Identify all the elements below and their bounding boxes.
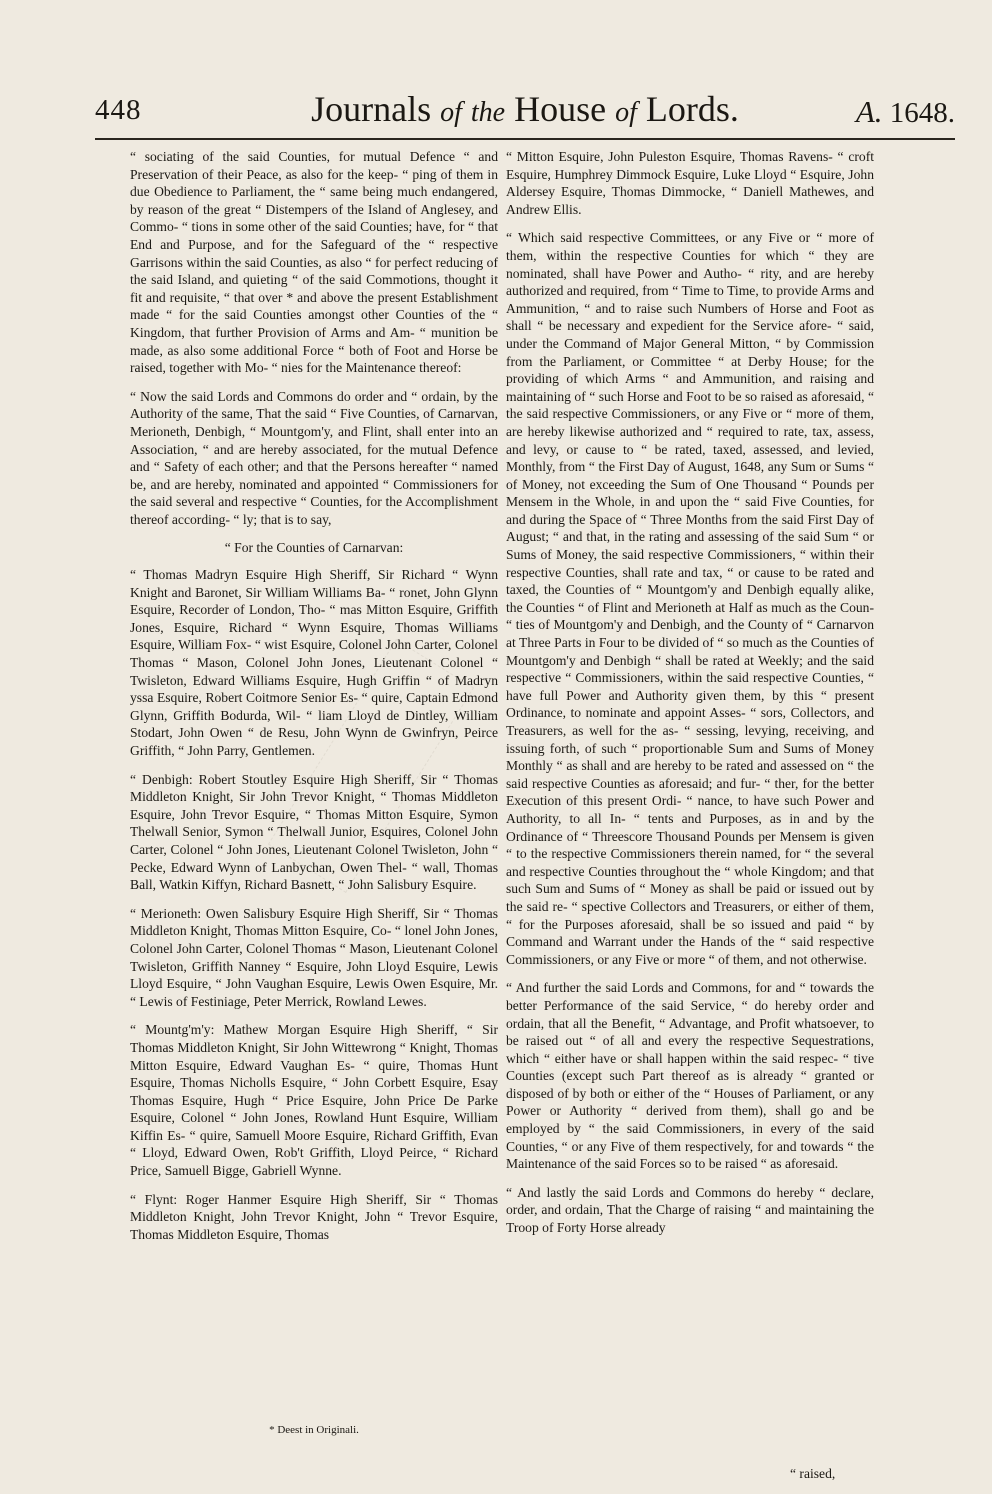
journal-title [295, 88, 755, 130]
paragraph: “ Merioneth: Owen Salisbury Esquire High Sheriff, Sir “ Thomas Middleton Knight, Thomas Mitton Esquire, Co- “ lonel John Jones, Colonel John Carter, Colonel Thomas “ Mason, Lieutenant Colonel Twisleton, Griffith Nanney “ Esquire, John Lloyd Esquire, Lewis Lloyd Esquire, “ John Vaughan Esquire, Lewis Owen Esquire, Mr. “ Lewis of Festiniage, Peter Merrick, Rowland Lewes. [130, 905, 498, 1009]
header-rule [95, 138, 955, 140]
title-word-of-2: of [615, 97, 637, 128]
year-label [856, 94, 955, 130]
section-heading: “ For the Counties of Carnarvan: [224, 540, 404, 556]
paragraph: “ And further the said Lords and Commons, for and “ towards the better Performance of the said Service, “ do hereby order and ordain, that all the Benefit, “ Advantage, and Profit whatsoever, to be raised out “ of all and every the respective Sequestrations, which “ either have or shall happen within the said respec- “ tive Counties (except such Part thereof as is already “ granted or disposed of by both or either of the “ Houses of Parliament, or any Power or Authority “ derived from them), shall go and be employed by “ the said Commissioners, in every of the said Counties, “ or any Five of them respectively, for and towards “ the Maintenance of the said Forces so to be raised “ as aforesaid. [506, 980, 874, 1172]
right-column [506, 148, 874, 1237]
title-word-the: the [470, 97, 506, 128]
year-value: 1648. [889, 97, 955, 129]
left-column [130, 148, 498, 1243]
catchword: “ raised, [790, 1466, 836, 1481]
paragraph: “ Thomas Madryn Esquire High Sheriff, Sir Richard “ Wynn Knight and Baronet, Sir William Williams Ba- “ ronet, John Glynn Esquire, Recorder of London, Tho- “ mas Mitton Esquire, Griffith Jones, Esquire, Richard “ Wynn Esquire, Thomas Williams Esquire, William Fox- “ wist Esquire, Colonel John Carter, Colonel Thomas “ Mason, Colonel John Jones, Lieutenant Colonel “ Twisleton, Edward Williams Esquire, Hugh Griffin “ of Madryn yssa Esquire, Robert Coitmore Senior Es- “ quire, Captain Edmond Glynn, Griffith Bodurda, Wil- “ liam Lloyd de Dintley, William Stodart, John Owen “ de Resu, John Wynn de Gwinfryn, Peirce Griffith, “ John Parry, Gentlemen. [130, 567, 498, 758]
paragraph: “ Mountg'm'y: Mathew Morgan Esquire High Sheriff, “ Sir Thomas Middleton Knight, Sir John Wittewrong “ Knight, Thomas Mitton Esquire, Edward Vaughan Es- “ quire, Thomas Hunt Esquire, Thomas Nicholls Esquire, “ John Corbett Esquire, Esay Thomas Esquire, Hugh “ Price Esquire, John Price De Parke Esquire, Colonel “ John Jones, Rowland Hunt Esquire, William Kiffin Es- “ quire, Samuell Moore Esquire, Richard Griffith, Evan “ Lloyd, Edward Owen, Rob't Griffith, Lloyd Peirce, “ Richard Price, Samuell Bigge, Gabriell Wynne. [130, 1022, 498, 1179]
title-word-of-1: of [440, 97, 462, 128]
footnote: * Deest in Originali. [269, 1424, 359, 1436]
paragraph: “ Which said respective Committees, or any Five or “ more of them, within the respective Counties for which “ they are nominated, shall have Power and Autho- “ rity, and are hereby authorized and required, from “ Time to Time, to provide Arms and Ammunition, “ and to raise such Numbers of Horse and Foot as shall “ be necessary and expedient for the Service afore- “ said, under the Command of Major General Mitton, “ by Commission from the Parliament, or Committee “ at Derby House; for the providing of which Arms “ and Ammunition, and raising and maintaining of “ such Horse and Foot to be so raised as aforesaid, “ the said respective Commissioners, or any Five or “ more of them, are hereby likewise authorized and “ required to rate, tax, assess, and levy, or cause to “ be rated, taxed, assessed, and levied, Monthly, from “ the First Day of August, 1648, any Sum or Sums “ of Money, not exceeding the Sum of One Thousand “ Pounds per Mensem in the Whole, in and upon the “ said Five Counties, for and during the Space of “ Three Months from the said First Day of August; “ and that, in the rating and assessing of the said Sum “ or Sums of Money, the said respective Commissioners, “ within their respective Counties, shall rate and tax, “ or cause to be rated and taxed, the Counties of “ Mountgom'y and Denbigh equally alike, the Counties “ of Flint and Merioneth at Half as much as the Coun- “ ties of Mountgom'y and Denbigh, and the County of “ Carnarvon at Three Parts in Four to be divided of “ so much as the Counties of Mountgom'y and Denbigh “ shall be rated at Weekly; and the said respective “ Commissioners, within the said respective Counties, “ have full Power and Authority given them, by this “ present Ordinance, to nominate and appoint Asses- “ sors, Collectors, and Treasurers, as well for the as- “ sessing, levying, receiving, and issuing forth, of such “ proportionable Sum and Sums of Money Monthly “ as shall and are hereby to be rated and assessed on “ the said respective Counties as aforesaid; and fur- “ ther, for the better Execution of this present Ordi- “ nance, to have such Power and Authority, to all In- “ tents and Purposes, as in and by the Ordinance of “ Threescore Thousand Pounds per Mensem is given “ to the respective Commissioners therein named, for “ the several and respective Counties throughout the “ whole Kingdom; and that such Sum and Sums of “ Money as shall be paid or issued out by the said re- “ spective Collectors and Treasurers, or either of them, “ for the Purposes aforesaid, shall be so issued and paid “ by Command and Warrant under the Hands of the “ said respective Commissioners, or any Five or more “ of them, and not otherwise. [506, 230, 874, 967]
title-word-house: House [514, 89, 607, 129]
paragraph: “ sociating of the said Counties, for mutual Defence “ and Preservation of their Peace, as also for the keep- “ ping of them in due Obedience to Parliament, the “ same being much endangered, by reason of the great “ Distempers of the Island of Anglesey, and Commo- “ tions in some other of the said Counties; have, for “ that End and Purpose, and for the Safeguard of the “ respective Garrisons within the said Counties, as also “ for perfect reducing of the said Island, and quieting “ of the said Commotions, thought it fit and requisite, “ that over * and above the present Establishment made “ for the said Counties amongst other Counties of the “ Kingdom, that further Provision of Arms and Am- “ munition be made, as also some additional Force “ both of Foot and Horse be raised, together with Mo- “ nies for the Maintenance thereof: [130, 149, 498, 376]
year-prefix: A. [855, 94, 883, 129]
paragraph: “ Now the said Lords and Commons do order and “ ordain, by the Authority of the same, That the said “ Five Counties, of Carnarvan, Merioneth, Denbigh, “ Mountgom'y, and Flint, shall enter into an Association, “ and are hereby associated, for the mutual Defence and “ Safety of each other; and that the Persons hereafter “ named be, and are hereby, nominated and appointed “ Commissioners for the said several and respective “ Counties, for the Accomplishment thereof according- “ ly; that is to say, [130, 388, 498, 527]
title-word-journals: Journals [311, 89, 432, 129]
paragraph: “ Denbigh: Robert Stoutley Esquire High Sheriff, Sir “ Thomas Middleton Knight, Sir John Trevor Knight, “ Thomas Middleton Esquire, John Trevor Esquire, “ Thomas Mitton Esquire, Symon Thelwall Senior, Symon “ Thelwall Junior, Esquires, Colonel John Carter, Colonel “ John Jones, Lieutenant Colonel Twisleton, John “ Pecke, Edward Wynn of Lanbychan, Owen Thel- “ wall, Thomas Ball, Watkin Kiffyn, Richard Basnett, “ John Salisbury Esquire. [130, 771, 498, 893]
paragraph: “ Flynt: Roger Hanmer Esquire High Sheriff, Sir “ Thomas Middleton Knight, John Trevor Knight, John “ Trevor Esquire, Thomas Middleton Esquire, Thomas [130, 1191, 498, 1242]
paragraph: “ And lastly the said Lords and Commons do hereby “ declare, order, and ordain, That the Charge of raising “ and maintaining the Troop of Forty Horse already [506, 1184, 874, 1236]
page-header [95, 88, 955, 134]
title-word-lords: Lords. [645, 89, 739, 129]
page-number: 448 [95, 94, 142, 126]
paragraph: “ Mitton Esquire, John Puleston Esquire, Thomas Ravens- “ croft Esquire, Humphrey Dimmock Esquire, Luke Lloyd “ Esquire, John Aldersey Esquire, Thomas Dimmocke, “ Daniell Mathewes, and Andrew Ellis. [506, 149, 874, 217]
